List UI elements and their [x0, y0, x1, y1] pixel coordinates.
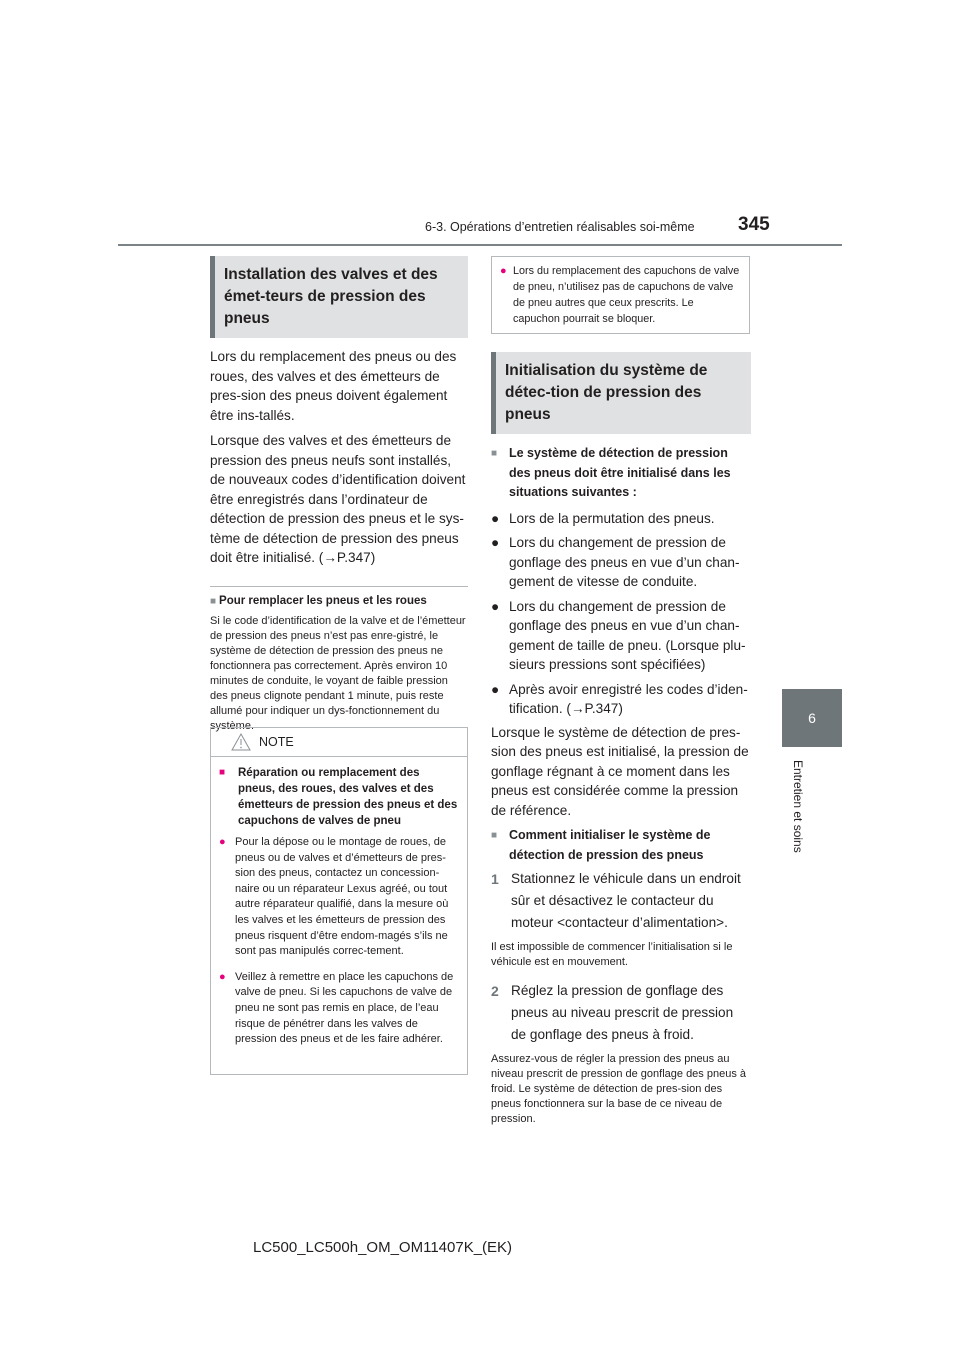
left-column [210, 256, 468, 734]
bullet-icon: ● [491, 598, 500, 614]
bullet-icon: ● [491, 535, 500, 550]
list-item: ● Lors du changement de pression de gonflage des pneus en vue d’un chan-gement de vitesse de conduite. [491, 533, 751, 592]
page-number: 345 [738, 214, 770, 235]
note-heading: ■ Réparation ou remplacement des pneus, des roues, des valves et des émetteurs de pression des pneus et des capuchons de valves de pneu [219, 767, 458, 827]
header-divider [118, 244, 842, 246]
step-note: Assurez-vous de régler la pression des pneus au niveau prescrit de pression de gonflage des pneus à froid. Le système de détection de pres-sion des pneus fonctionnera sur la base de ce niveau de pression. [491, 1053, 747, 1125]
info-text: Si le code d’identification de la valve et de l’émetteur de pression des pneus n’est pas enre-gistré, le système de détection de pression des pneus ne fonctionnera pas correctement. Après environ 10 minutes de conduite, le voyant de faible pression des pneus clignote pendant 1 minute, puis reste allumé pour indiquer un dys-fonctionnement du système. [210, 614, 466, 732]
sub-heading: ■ Pour remplacer les pneus et les roues [210, 594, 427, 607]
info-block [210, 586, 468, 734]
section-heading-initialisation: Initialisation du système de détec-tion de pression des pneus [491, 352, 751, 434]
sub-heading: ■ Comment initialiser le système de détection de pression des pneus [491, 826, 751, 865]
bullet-icon: ● [500, 265, 507, 277]
right-column [491, 352, 751, 1127]
square-bullet-icon: ■ [210, 595, 217, 607]
sub-heading: ■ Le système de détection de pression des pneus doit être initialisé dans les situations suivantes : [491, 444, 751, 503]
square-bullet-icon: ■ [491, 830, 498, 841]
bullet-icon: ● [219, 970, 226, 983]
list-item: ● Lors de la permutation des pneus. [491, 509, 751, 529]
step: 1 Stationnez le véhicule dans un endroit sûr et désactivez le contacteur du moteur <contacteur d’alimentation>. [491, 871, 741, 930]
bullet-icon: ● [491, 681, 500, 697]
tip-box [491, 256, 750, 334]
bullet-icon: ● [491, 510, 500, 526]
tip-item: ● Lors du remplacement des capuchons de valve de pneu, n’utilisez pas de capuchons de valve de pneu autres que ceux prescrits. Le capuchon pourrait se bloquer. [500, 265, 740, 325]
square-bullet-icon: ■ [491, 448, 498, 459]
paragraph: Lorsque le système de détection de pres-sion des pneus est initialisé, la pression de gonflage régnant à ce moment dans les pneus est considérée comme la pression de référence. [491, 724, 749, 818]
chapter-label: Entretien et soins [791, 760, 805, 853]
note-title: NOTE [211, 728, 467, 757]
note-box [210, 727, 468, 1075]
note-item: ● Pour la dépose ou le montage de roues, de pneus ou de valves et d’émetteurs de pres-sion des pneus, contactez un concession-naire ou un réparateur Lexus agréé, ou tout autre réparateur qualifié, dans la mesure où les valves et les émetteurs de pression des pneus risquent d’être endom-magés s’ils ne sont pas manipulés correc-tement. [219, 835, 459, 960]
step-note: Il est impossible de commencer l’initialisation si le véhicule est en mouvement. [491, 941, 733, 968]
chapter-tab[interactable]: 6 [782, 689, 842, 747]
step: 2 Réglez la pression de gonflage des pneus au niveau prescrit de pression de gonflage des pneus à froid. [491, 983, 734, 1042]
warning-triangle-icon [231, 733, 251, 751]
list-item: ● Lors du changement de pression de gonflage des pneus en vue d’un chan-gement de taille de pneu. (Lorsque plu-sieurs pressions sont spécifiées) [491, 597, 751, 675]
bullet-icon: ● [219, 836, 226, 848]
paragraph: Lorsque des valves et des émetteurs de pression des pneus neufs sont installés, de nouveaux codes d’identification doivent être enregistrés dans l’ordinateur de détection de pression des pneus et le sys-tème de détection de pression des pneus doit être initialisé. (→P.347) [210, 433, 466, 565]
square-bullet-icon: ■ [219, 767, 226, 778]
footer-doc-id: LC500_LC500h_OM_OM11407K_(EK) [253, 1239, 513, 1256]
section-heading-installation: Installation des valves et des émet-teurs de pression des pneus [210, 256, 468, 338]
list-item: ● Après avoir enregistré les codes d’iden-tification. (→P.347) [491, 680, 751, 719]
paragraph: Lors du remplacement des pneus ou des roues, des valves et des émetteurs de pres-sion des pneus doivent également être ins-tallés. [210, 349, 457, 423]
section-title: 6-3. Opérations d’entretien réalisables soi-même [425, 220, 695, 234]
note-item: ● Veillez à remettre en place les capuchons de valve de pneu. Si les capuchons de valve de pneu ne sont pas remis en place, de l’eau risque de pénétrer dans les valves de pression des pneus et de les faire adhérer. [219, 970, 459, 1048]
